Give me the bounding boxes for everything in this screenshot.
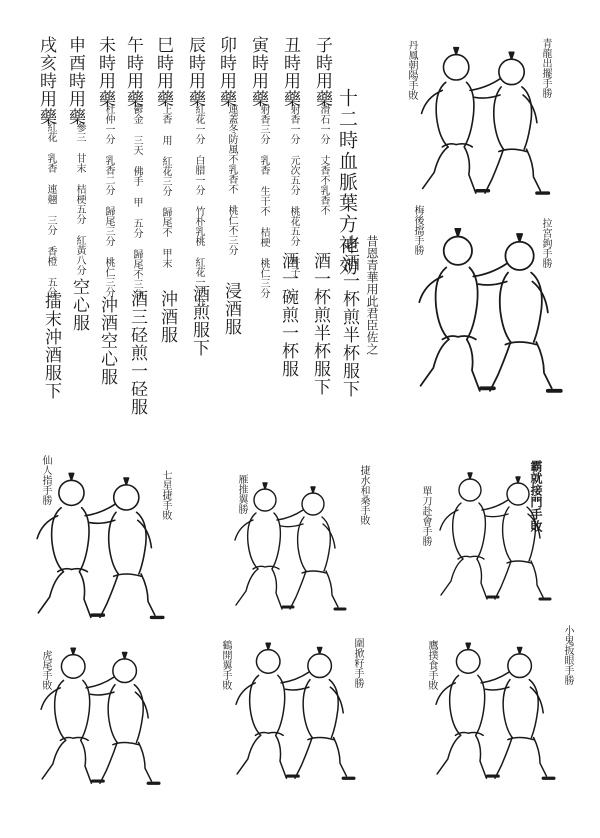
row-formula: 射香一分 元次五分 桃花五分 杵子 (288, 104, 299, 277)
row-label: 未時用藥 (95, 36, 115, 108)
row-dose: 擂末沖酒服下 (41, 292, 61, 400)
row-label: 申酉時用藥 (65, 36, 85, 126)
row-formula: 連蓋冬防風不乳香不 桃仁不三分 (226, 104, 237, 255)
row-dose: 沖酒服 (157, 290, 177, 344)
row-dose: 老酒一杯煎半杯服下 (339, 236, 359, 398)
row-dose: 空心服 (69, 278, 89, 332)
figure-caption: 捷水和桑手敗 (358, 465, 369, 525)
figure-caption: 丹鳳朝陽手敗 (406, 40, 417, 100)
row-dose: 酒三硁煎一硁服 (127, 290, 147, 416)
row-label: 丑時用藥 (280, 36, 300, 108)
wrestling-illustration (420, 470, 570, 610)
row-dose: 酒煎服下 (189, 285, 209, 357)
page-title: 十二時血脈葉方神効 (336, 88, 358, 277)
title-note: 昔恩青華用此君臣佐之 (365, 235, 379, 355)
row-dose: 浸酒服 (221, 282, 241, 336)
row-label: 子時用藥 (312, 36, 332, 108)
row-formula: 鬱金 三天 佛手 甲 五分 歸尾不三分 (131, 104, 142, 299)
figure-caption: 圍掀籽手勝 (352, 638, 363, 688)
row-formula: 參三 甘末 桔梗五分 紅黃八分 (74, 122, 85, 275)
figure-caption: 鷹撲食手敗 (426, 640, 437, 690)
row-dose: 沖酒空心服 (97, 296, 117, 386)
row-formula: 杜仲一分 乳香二分 歸尾三分 桃仁三分 (103, 104, 114, 297)
figure-caption: 小鬼扳眼手勝 (562, 625, 573, 685)
row-dose: 酒一杯煎半杯服下 (310, 252, 330, 396)
row-label: 寅時用藥 (248, 36, 268, 108)
figure-caption: 單刀赴會手勝 (420, 486, 431, 546)
figure-caption: 霸就接門手敗 (529, 460, 543, 532)
figure-caption: 鶴開翼手敗 (220, 640, 231, 690)
wrestling-illustration (205, 480, 375, 620)
wrestling-illustration (420, 640, 570, 790)
row-formula: 紅花一分 白腊一分 竹朴乳桃 紅花一三分 (193, 104, 204, 307)
row-formula: 紅花 乳香 連翹 三分 香橙 五分 (45, 122, 56, 297)
figure-caption: 仙人指手勝 (40, 455, 51, 505)
row-formula: 射香三分 乳香 生干不 桔梗 桃仁三分 (258, 104, 269, 298)
row-label: 辰時用藥 (185, 36, 205, 108)
figure-caption: 雁推翼勝 (236, 474, 247, 514)
figure-caption: 青龍出擺手勝 (540, 38, 551, 98)
figure-caption: 梅後擋手勝 (412, 205, 423, 255)
figure-caption: 拉宮鉤手勝 (540, 218, 551, 268)
wrestling-illustration (410, 40, 560, 210)
row-formula: 上香 用 紅花三分 歸尾不 甲末 (160, 104, 171, 268)
row-label: 午時用藥 (123, 36, 143, 108)
wrestling-illustration (215, 640, 375, 790)
row-label: 戌亥時用藥 (36, 36, 56, 126)
row-formula: 滑石一分 丈香不乳香不 (318, 104, 329, 215)
figure-caption: 虎尾手敗 (40, 650, 51, 690)
row-dose: 酒一碗煎一杯服 (278, 252, 298, 378)
figure-caption: 七星捷手敗 (160, 470, 171, 520)
row-label: 卯時用藥 (216, 36, 236, 108)
row-label: 巳時用藥 (153, 36, 173, 108)
